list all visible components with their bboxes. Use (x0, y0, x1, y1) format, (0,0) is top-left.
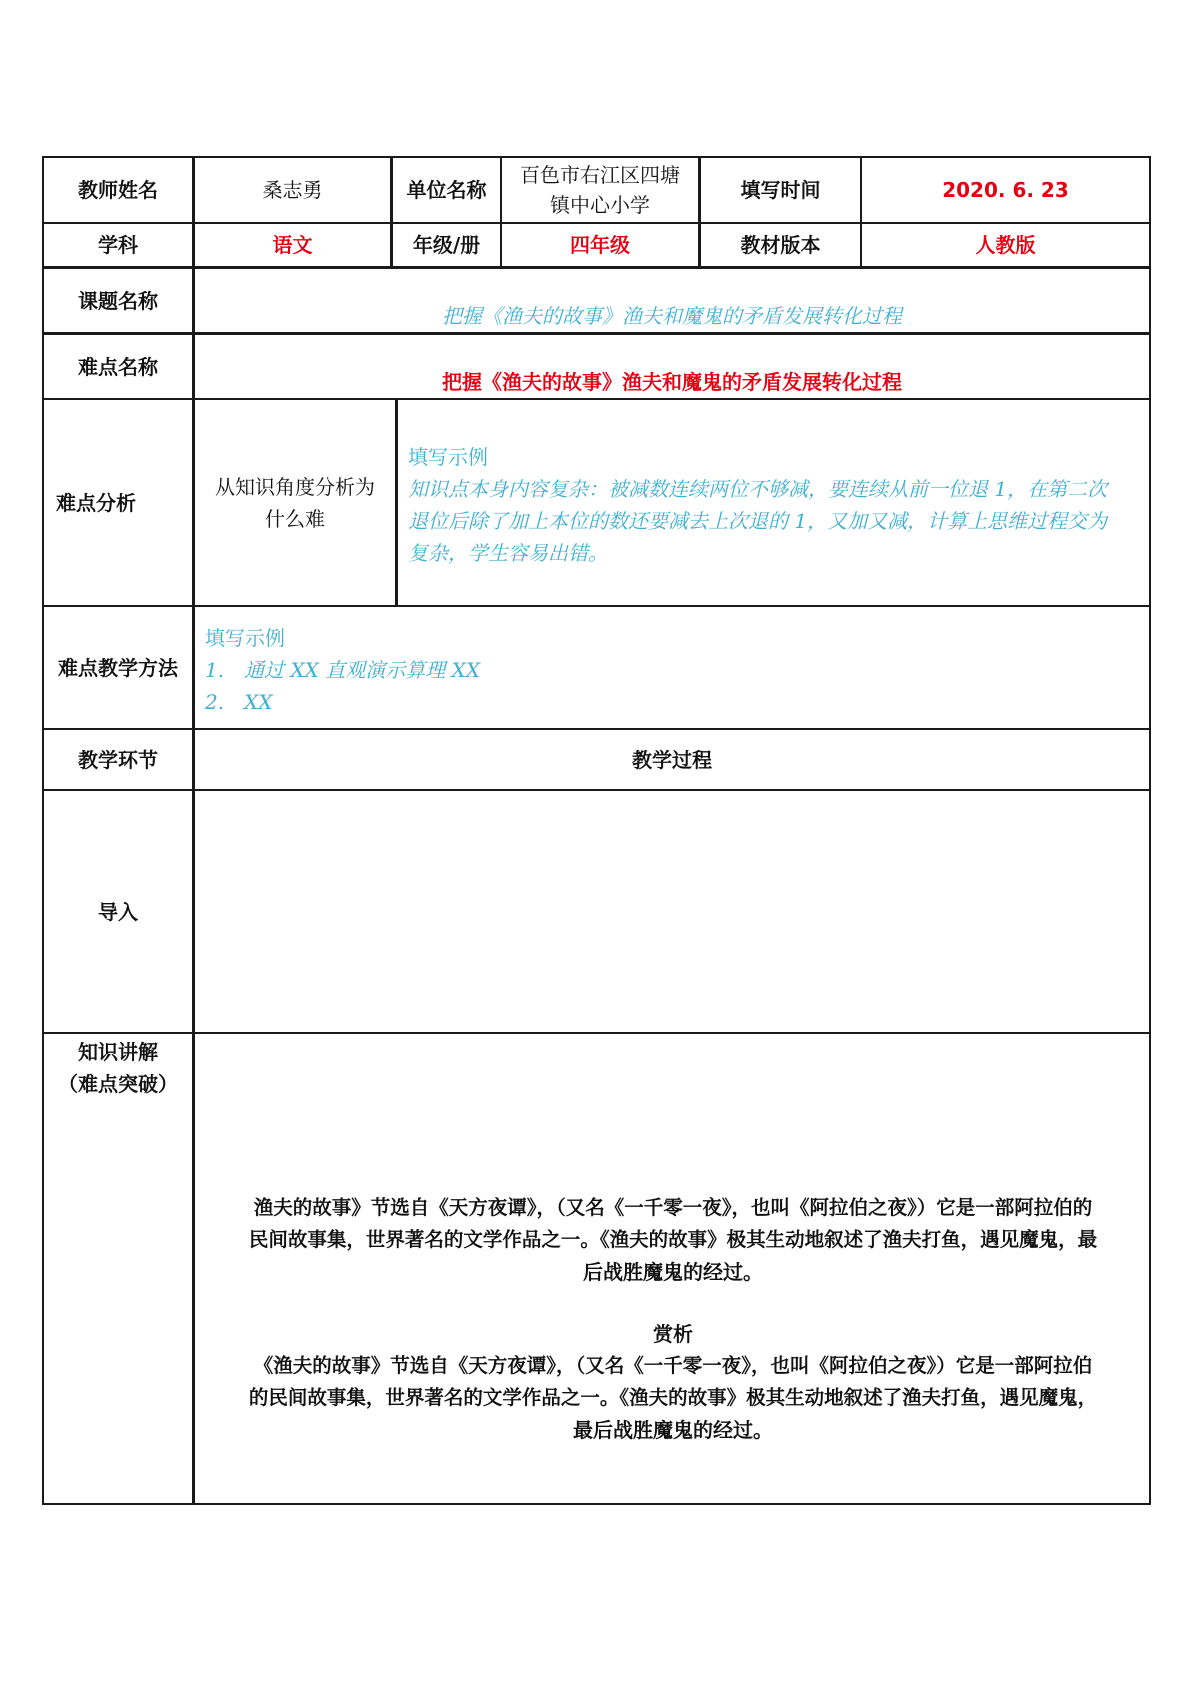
knowledge-para-line: 民间故事集，世界著名的文学作品之一。《渔夫的故事》极其生动地叙述了渔夫打鱼，遇见魔鬼，最 (248, 1228, 1098, 1251)
method-item: 1. 通过 XX 直观演示算理 XX (205, 658, 481, 682)
knowledge-content (196, 1192, 1150, 1446)
knowledge-para-line: 的民间故事集，世界著名的文学作品之一。《渔夫的故事》极其生动地叙述了渔夫打鱼，遇见魔鬼， (248, 1386, 1098, 1409)
subject-label: 学科 (98, 233, 138, 257)
knowledge-label (44, 1036, 192, 1100)
difficulty-value: 把握《渔夫的故事》渔夫和魔鬼的矛盾发展转化过程 (442, 370, 902, 394)
knowledge-label-line: 知识讲解 (78, 1040, 158, 1064)
row-divider (42, 1032, 1151, 1034)
unit-name-line: 镇中心小学 (550, 193, 650, 217)
appreciation-title: 赏析 (653, 1322, 693, 1346)
method-item: 2. XX (205, 690, 273, 714)
analysis-sub-label-line: 从知识角度分析为 (215, 474, 375, 499)
grade-value: 四年级 (570, 233, 630, 257)
knowledge-label-line: （难点突破） (58, 1072, 178, 1096)
teacher-name-value: 桑志勇 (262, 178, 323, 202)
method-label: 难点教学方法 (58, 655, 178, 680)
unit-name-label: 单位名称 (406, 178, 487, 202)
topic-label: 课题名称 (78, 288, 158, 313)
fill-time-value: 2020. 6. 23 (942, 178, 1069, 202)
knowledge-para-line: 《渔夫的故事》节选自《天方夜谭》，（又名《一千零一夜》，也叫《阿拉伯之夜》）它是一部阿拉伯 (253, 1354, 1093, 1377)
spacer (196, 1288, 1150, 1318)
teaching-process-header: 教学过程 (632, 747, 712, 772)
row-divider (42, 332, 1151, 335)
intro-label: 导入 (98, 899, 138, 924)
topic-value: 把握《渔夫的故事》渔夫和魔鬼的矛盾发展转化过程 (442, 304, 902, 328)
subject-value: 语文 (272, 233, 313, 257)
analysis-example (408, 441, 1148, 569)
row-divider (42, 266, 1151, 269)
analysis-label: 难点分析 (56, 490, 136, 515)
knowledge-para-line: 最后战胜魔鬼的经过。 (573, 1418, 773, 1442)
knowledge-para-line: 渔夫的故事》节选自《天方夜谭》，（又名《一千零一夜》，也叫《阿拉伯之夜》）它是一部阿拉伯的 (253, 1196, 1093, 1219)
analysis-sub-label-line: 什么难 (265, 506, 325, 531)
teacher-name-label: 教师姓名 (78, 178, 158, 202)
fill-time-label: 填写时间 (740, 178, 821, 202)
row-divider (42, 605, 1151, 607)
analysis-example-line: 复杂，学生容易出错。 (408, 541, 608, 565)
analysis-sub-label (195, 400, 395, 605)
grade-label: 年级/册 (412, 233, 481, 257)
intro-content-area[interactable] (195, 791, 1149, 1032)
analysis-example-line: 知识点本身内容复杂：被减数连续两位不够减，要连续从前一位退 1，在第二次 (408, 477, 1108, 501)
analysis-example-line: 退位后除了加上本位的数还要减去上次退的 1，又加又减，计算上思维过程交为 (408, 509, 1108, 533)
unit-name-line: 百色市右江区四塘 (520, 163, 680, 187)
edition-value: 人教版 (975, 233, 1036, 257)
unit-name-value (502, 158, 698, 222)
analysis-example-title: 填写示例 (408, 445, 488, 469)
difficulty-label: 难点名称 (78, 354, 158, 379)
col-divider (395, 398, 398, 605)
method-example (205, 622, 1105, 718)
method-example-title: 填写示例 (205, 626, 285, 650)
knowledge-para-line: 后战胜魔鬼的经过。 (583, 1260, 763, 1284)
teaching-step-label: 教学环节 (78, 747, 158, 772)
edition-label: 教材版本 (740, 233, 821, 257)
